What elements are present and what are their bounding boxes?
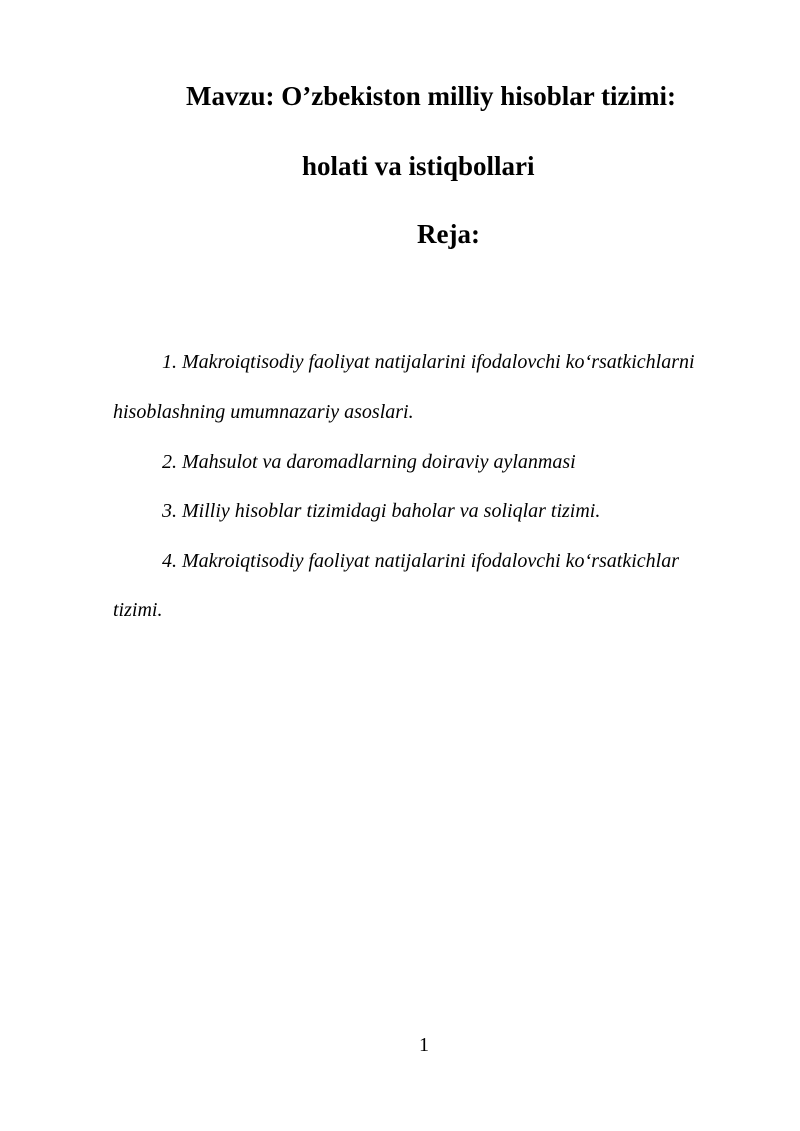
plan-item-4-line-2: tizimi.	[113, 599, 163, 621]
plan-heading: Reja:	[417, 219, 480, 249]
plan-item-1-line-2: hisoblashning umumnazariy asoslari.	[113, 401, 414, 423]
document-title-line-1: Mavzu: O’zbekiston milliy hisoblar tizimi:	[186, 81, 676, 111]
plan-item-1-line-1: 1. Makroiqtisodiy faoliyat natijalarini ifodalovchi ko‘rsatkichlarni	[162, 351, 695, 373]
plan-item-2: 2. Mahsulot va daromadlarning doiraviy aylanmasi	[162, 451, 576, 473]
plan-item-4-line-1: 4. Makroiqtisodiy faoliyat natijalarini ifodalovchi ko‘rsatkichlar	[162, 550, 679, 572]
plan-item-3: 3. Milliy hisoblar tizimidagi baholar va soliqlar tizimi.	[162, 500, 601, 522]
document-title-line-2: holati va istiqbollari	[302, 151, 535, 181]
page-number: 1	[419, 1034, 429, 1056]
